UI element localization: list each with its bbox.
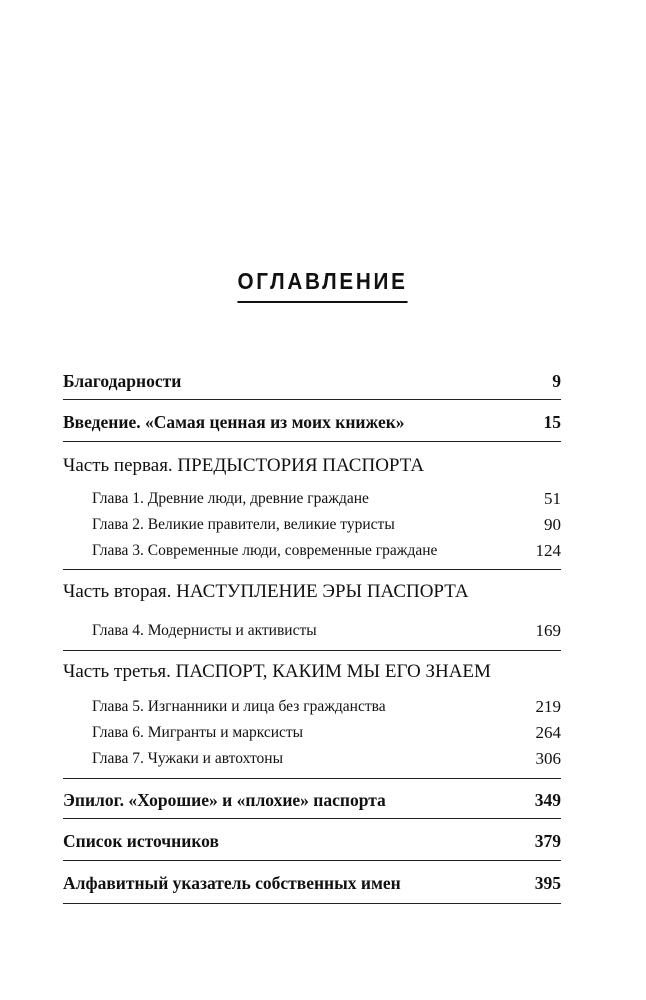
toc-chapter-title: Глава 7. Чужаки и автохтоны — [92, 750, 283, 767]
toc-entry-page: 395 — [534, 873, 561, 893]
toc-entry-title: Эпилог. «Хорошие» и «плохие» паспорта — [63, 790, 386, 810]
toc-entry-title: Благодарности — [63, 371, 182, 391]
toc-chapter-title: Глава 4. Модернисты и активисты — [92, 622, 317, 639]
toc-part-1[interactable] — [63, 454, 561, 478]
toc-part-3[interactable] — [63, 660, 561, 684]
toc-chapter-page: 124 — [535, 541, 561, 560]
toc-chapter-3[interactable] — [63, 539, 561, 563]
divider — [63, 903, 561, 904]
toc-entry-page: 349 — [534, 790, 561, 810]
toc-chapter-title: Глава 2. Великие правители, великие туристы — [92, 516, 395, 533]
toc-part-2[interactable] — [63, 580, 561, 604]
toc-chapter-page: 51 — [544, 489, 561, 508]
toc-heading — [0, 268, 646, 303]
toc-chapter-page: 169 — [535, 621, 561, 640]
toc-chapter-4[interactable] — [63, 619, 561, 643]
toc-entry-page: 15 — [543, 412, 561, 432]
toc-chapter-title: Глава 5. Изгнанники и лица без гражданства — [92, 698, 386, 715]
divider — [63, 818, 561, 819]
toc-part-title: Часть первая. ПРЕДЫСТОРИЯ ПАСПОРТА — [63, 455, 425, 476]
toc-chapter-page: 264 — [535, 723, 561, 742]
toc-entry-title: Алфавитный указатель собственных имен — [63, 873, 401, 893]
divider — [63, 441, 561, 442]
toc-entry-acknowledgements[interactable] — [63, 369, 561, 393]
toc-entry-page: 379 — [534, 831, 561, 851]
toc-entry-introduction[interactable] — [63, 410, 561, 434]
toc-entry-index[interactable] — [63, 871, 561, 895]
toc-chapter-2[interactable] — [63, 513, 561, 537]
toc-chapter-page: 90 — [544, 515, 561, 534]
toc-part-title: Часть вторая. НАСТУПЛЕНИЕ ЭРЫ ПАСПОРТА — [63, 581, 469, 602]
toc-chapter-5[interactable] — [63, 695, 561, 719]
toc-chapter-7[interactable] — [63, 747, 561, 771]
toc-entry-epilogue[interactable] — [63, 788, 561, 812]
divider — [63, 860, 561, 861]
page-title: ОГЛАВЛЕНИЕ — [238, 268, 408, 303]
toc-chapter-title: Глава 1. Древние люди, древние граждане — [92, 490, 369, 507]
toc-part-title: Часть третья. ПАСПОРТ, КАКИМ МЫ ЕГО ЗНАЕМ — [63, 661, 491, 682]
toc-entry-sources[interactable] — [63, 829, 561, 853]
toc-entry-title: Список источников — [63, 831, 219, 851]
divider — [63, 569, 561, 570]
divider — [63, 778, 561, 779]
toc-chapter-title: Глава 3. Современные люди, современные граждане — [92, 542, 438, 559]
toc-entry-page: 9 — [552, 371, 561, 391]
toc-entry-title: Введение. «Самая ценная из моих книжек» — [63, 412, 405, 432]
toc-chapter-6[interactable] — [63, 721, 561, 745]
toc-chapter-page: 306 — [535, 749, 561, 768]
divider — [63, 399, 561, 400]
toc-chapter-1[interactable] — [63, 487, 561, 511]
divider — [63, 650, 561, 651]
toc-chapter-page: 219 — [535, 697, 561, 716]
toc-chapter-title: Глава 6. Мигранты и марксисты — [92, 724, 304, 741]
